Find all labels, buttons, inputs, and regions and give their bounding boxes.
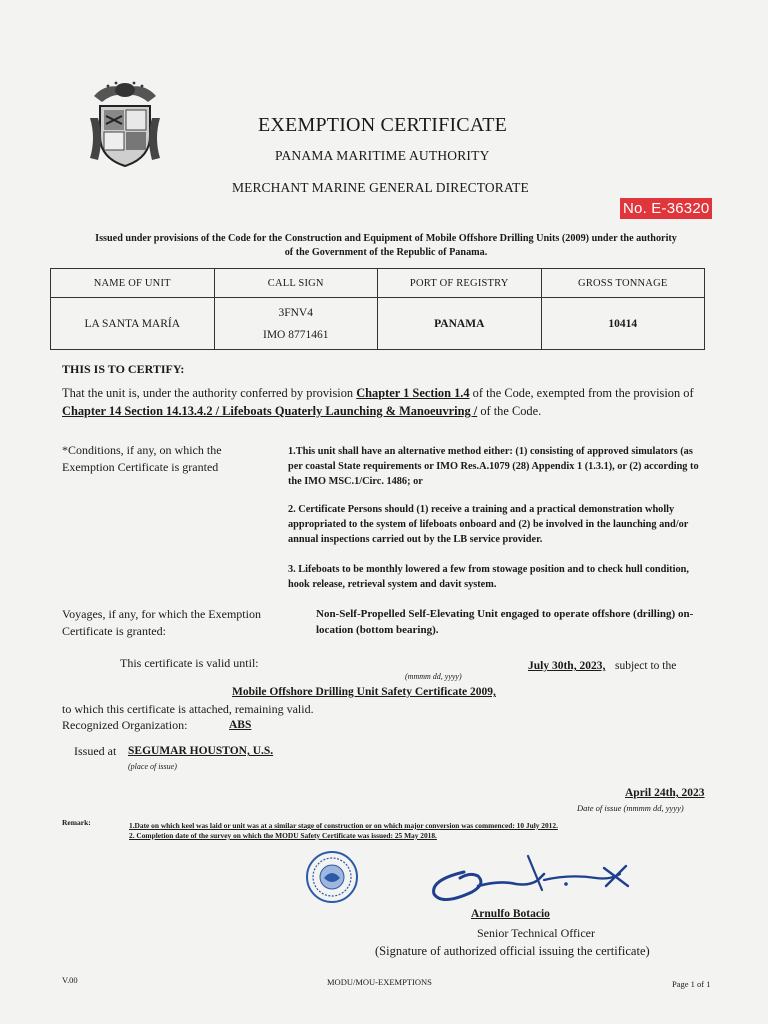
remark-label: Remark: [62, 818, 91, 827]
unit-name: LA SANTA MARÍA [51, 298, 215, 350]
issued-under-line-1: Issued under provisions of the Code for the Construction and Equipment of Mobile Offshore Drilling Units (2009) under the authority [95, 233, 677, 244]
header-name-of-unit: NAME OF UNIT [51, 269, 215, 298]
place-of-issue-note: (place of issue) [128, 762, 177, 771]
footer-form: MODU/MOU-EXEMPTIONS [327, 977, 432, 987]
signatory-name: Arnulfo Botacio [471, 908, 550, 920]
issue-date-note: Date of issue (mmmm dd, yyyy) [577, 803, 684, 813]
issued-at-label: Issued at [74, 744, 117, 758]
footer-page: Page 1 of 1 [672, 979, 711, 989]
footer-version: V.00 [62, 975, 78, 985]
condition-item-1: 1.This unit shall have an alternative method either: (1) consisting of approved simulators (as per coastal State requirements or IMO Res.A.1079 (28) Appendix 1 (1.3.1), or (2) according to the IMO MSC.1/Circ. 1486; or [288, 446, 699, 487]
call-sign: 3FNV4 [278, 306, 313, 319]
exempted-provision: Chapter 14 Section 14.13.4.2 / Lifeboats Quaterly Launching & Manoeuvring / [62, 404, 478, 418]
voyages-label: Voyages, if any, for which the Exemption Certificate is granted: [62, 607, 261, 638]
certify-text-b: of the Code, exempted from the provision of [469, 386, 694, 400]
panama-coat-of-arms-icon [86, 78, 164, 170]
port-of-registry: PANAMA [378, 298, 542, 350]
issued-at-value: SEGUMAR HOUSTON, U.S. [128, 745, 274, 757]
header-call-sign: CALL SIGN [214, 269, 378, 298]
certify-text-c: of the Code. [477, 404, 542, 418]
voyages-value: Non-Self-Propelled Self-Elevating Unit engaged to operate offshore (drilling) on-location (bottom bearing). [316, 608, 694, 636]
certificate-number: No. E-36320 [620, 198, 712, 219]
related-certificate: Mobile Offshore Drilling Unit Safety Certificate 2009, [232, 686, 496, 698]
valid-until-date: July 30th, 2023, [528, 660, 606, 672]
certify-heading: THIS IS TO CERTIFY: [62, 362, 185, 376]
condition-item-2: 2. Certificate Persons should (1) receive a training and a practical demonstration wholly appropriated to the system of lifeboats onboard and (2) be involved in the launching and/or annual inspections carried out by the LB service provider. [288, 504, 689, 545]
signatory-title: Senior Technical Officer [477, 926, 596, 940]
imo-number: IMO 8771461 [263, 328, 329, 341]
call-sign-cell [214, 298, 378, 350]
attached-text: to which this certificate is attached, remaining valid. [62, 702, 314, 716]
header-port-of-registry: PORT OF REGISTRY [378, 269, 542, 298]
recognized-organization-value: ABS [229, 719, 252, 731]
provision-reference: Chapter 1 Section 1.4 [356, 386, 470, 400]
remark-item-2: 2. Completion date of the survey on which the MODU Safety Certificate was issued: 25 May 2018. [129, 831, 437, 840]
directorate-name: MERCHANT MARINE GENERAL DIRECTORATE [232, 180, 529, 195]
gross-tonnage: 10414 [541, 298, 705, 350]
issued-under-text [56, 232, 716, 260]
subject-to-text: subject to the [615, 660, 677, 672]
authority-name: PANAMA MARITIME AUTHORITY [275, 148, 490, 163]
header-gross-tonnage: GROSS TONNAGE [541, 269, 705, 298]
issue-date: April 24th, 2023 [625, 787, 705, 799]
certificate-title: EXEMPTION CERTIFICATE [258, 114, 508, 136]
certify-text [62, 384, 712, 420]
issued-under-line-2: of the Government of the Republic of Panama. [284, 247, 488, 258]
valid-until-label: This certificate is valid until: [120, 656, 259, 670]
condition-item-3: 3. Lifeboats to be monthly lowered a few from stowage position and to check hull condition, hook release, retrieval system and davit system. [288, 564, 689, 590]
date-format-hint: (mmmm dd, yyyy) [405, 672, 462, 681]
signature-note: (Signature of authorized official issuing the certificate) [375, 944, 650, 958]
certify-text-a: That the unit is, under the authority conferred by provision [62, 386, 357, 400]
table-header-row [51, 269, 705, 298]
official-seal-stamp [304, 850, 360, 904]
table-row [51, 298, 705, 350]
unit-details-table [50, 268, 705, 350]
handwritten-signature [420, 850, 660, 910]
recognized-organization-label: Recognized Organization: [62, 718, 188, 732]
conditions-label: *Conditions, if any, on which the Exemption Certificate is granted [62, 443, 222, 474]
remark-item-1: 1.Date on which keel was laid or unit was at a similar stage of construction or on which major conversion was commenced: 10 July 2012. [129, 821, 558, 830]
